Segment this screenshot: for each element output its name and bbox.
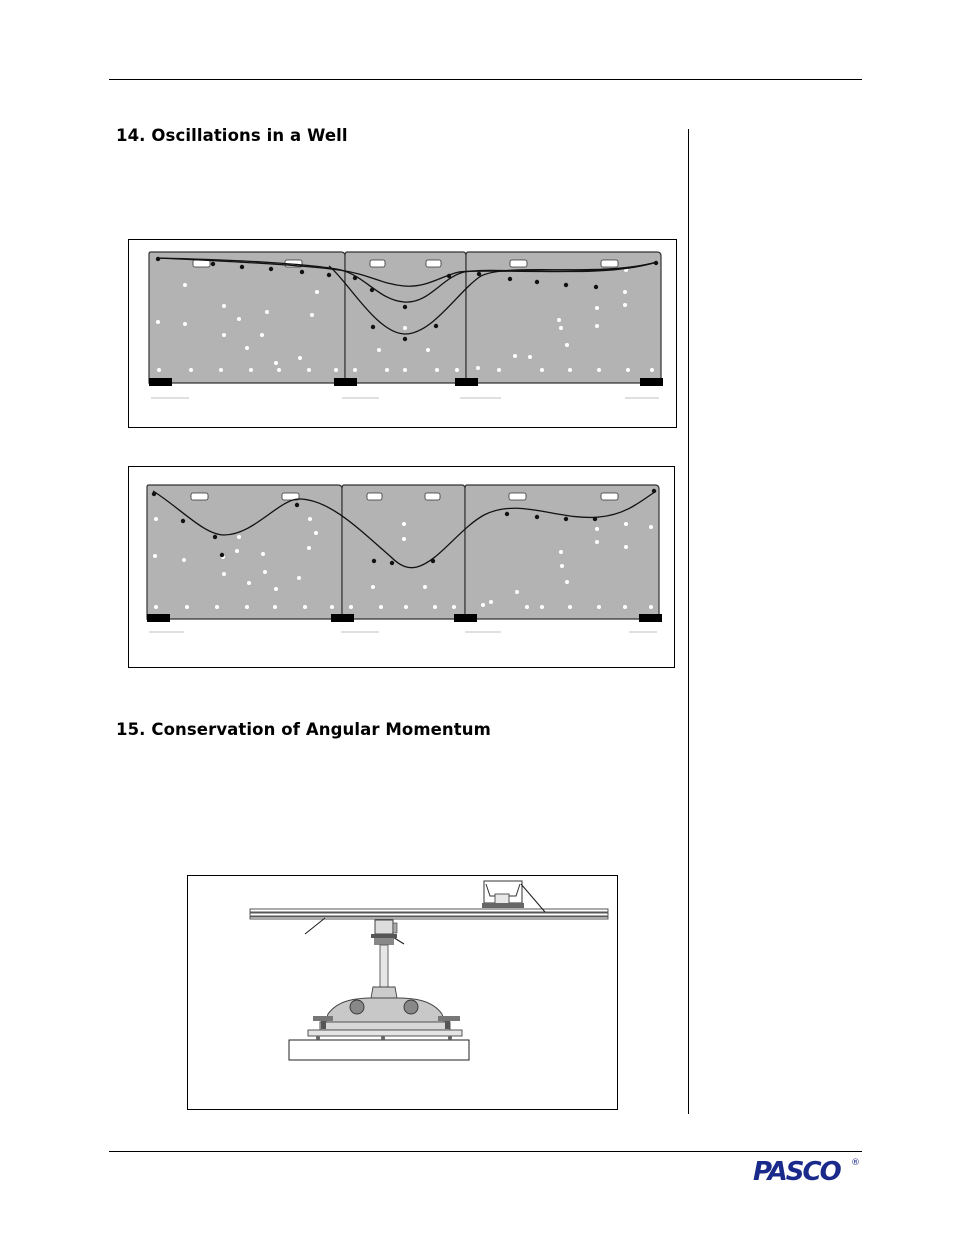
section-14-title: Oscillations in a Well bbox=[151, 126, 348, 145]
section-15-number: 15. bbox=[116, 720, 146, 739]
section-15-title: Conservation of Angular Momentum bbox=[151, 720, 491, 739]
well-oscillation-figure-2 bbox=[128, 466, 675, 668]
angular-momentum-drawing bbox=[188, 876, 617, 1109]
pasco-logo bbox=[753, 1157, 860, 1187]
well-figure-2-drawing bbox=[129, 467, 674, 667]
header-rule bbox=[109, 79, 862, 80]
section-14-number: 14. bbox=[116, 126, 146, 145]
footer-rule bbox=[109, 1151, 862, 1152]
section-14-heading bbox=[116, 126, 348, 145]
well-figure-1-drawing bbox=[129, 240, 676, 427]
registered-mark: ® bbox=[851, 1158, 860, 1168]
well-oscillation-figure-1 bbox=[128, 239, 677, 428]
section-15-heading bbox=[116, 720, 491, 739]
margin-rule bbox=[688, 129, 689, 1114]
pasco-logo-text: PASCO bbox=[753, 1157, 840, 1187]
angular-momentum-figure bbox=[187, 875, 618, 1110]
